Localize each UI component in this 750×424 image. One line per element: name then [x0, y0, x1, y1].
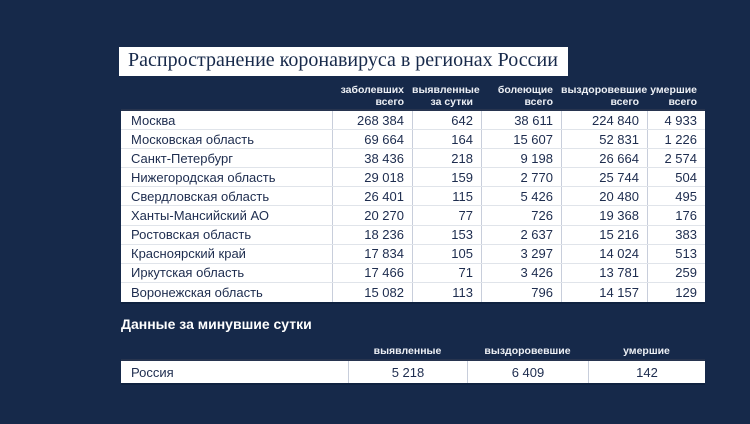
column-header-line: выявленные [412, 84, 480, 97]
region-name-cell: Москва [131, 112, 176, 128]
region-name-cell: Ханты-Мансийский АО [131, 208, 269, 224]
table-row [121, 111, 705, 130]
value-cell: 142 [588, 361, 705, 383]
value-cell: 504 [647, 168, 705, 186]
column-header-line: болеющие [497, 84, 553, 97]
column-header [561, 85, 647, 109]
value-cell: 513 [647, 245, 705, 263]
table-row [121, 283, 705, 302]
value-cell: 5 426 [481, 187, 561, 205]
value-cell: 14 024 [561, 245, 647, 263]
value-cell: 796 [481, 283, 561, 302]
table-row [121, 361, 705, 383]
value-cell: 26 401 [332, 187, 412, 205]
value-cell: 4 933 [647, 111, 705, 129]
value-cell: 17 466 [332, 264, 412, 282]
value-cell: 2 637 [481, 226, 561, 244]
column-header-line: всего [610, 96, 639, 109]
column-header [481, 85, 561, 109]
column-header: выздоровевшие [484, 345, 571, 358]
column-header: умершие [623, 345, 670, 358]
value-cell: 20 270 [332, 206, 412, 224]
value-cell: 642 [412, 111, 481, 129]
table-row [121, 264, 705, 283]
value-cell: 5 218 [348, 361, 467, 383]
value-cell: 105 [412, 245, 481, 263]
column-header-line: за сутки [430, 96, 473, 109]
value-cell: 19 368 [561, 206, 647, 224]
column-header-line: заболевших [340, 84, 404, 97]
column-header-line: выздоровевшие [561, 84, 648, 97]
value-cell: 25 744 [561, 168, 647, 186]
region-name-cell: Иркутская область [131, 265, 245, 281]
page-title: Распространение коронавируса в регионах России [119, 47, 568, 76]
table-row [121, 130, 705, 149]
table-row [121, 187, 705, 206]
value-cell: 3 297 [481, 245, 561, 263]
value-cell: 18 236 [332, 226, 412, 244]
column-header-line: всего [668, 96, 697, 109]
value-cell: 115 [412, 187, 481, 205]
region-name-cell: Санкт-Петербург [131, 150, 233, 166]
table-row [121, 168, 705, 187]
value-cell: 383 [647, 226, 705, 244]
value-cell: 1 226 [647, 130, 705, 148]
value-cell: 52 831 [561, 130, 647, 148]
column-header [332, 85, 412, 109]
table-row [121, 149, 705, 168]
region-name-cell: Свердловская область [131, 188, 270, 204]
column-header-line: умершие [650, 84, 697, 97]
value-cell: 726 [481, 206, 561, 224]
value-cell: 13 781 [561, 264, 647, 282]
column-header [647, 85, 705, 109]
table-row [121, 226, 705, 245]
daily-section-title: Данные за минувшие сутки [121, 316, 312, 332]
value-cell: 17 834 [332, 245, 412, 263]
value-cell: 259 [647, 264, 705, 282]
value-cell: 38 436 [332, 149, 412, 167]
region-name-cell: Воронежская область [131, 284, 263, 300]
region-name-cell: Красноярский край [131, 246, 246, 262]
value-cell: 2 770 [481, 168, 561, 186]
value-cell: 77 [412, 206, 481, 224]
value-cell: 6 409 [467, 361, 588, 383]
table-row [121, 245, 705, 264]
value-cell: 2 574 [647, 149, 705, 167]
value-cell: 15 082 [332, 283, 412, 302]
value-cell: 129 [647, 283, 705, 302]
value-cell: 9 198 [481, 149, 561, 167]
value-cell: 3 426 [481, 264, 561, 282]
value-cell: 71 [412, 264, 481, 282]
value-cell: 14 157 [561, 283, 647, 302]
daily-table-headers [121, 344, 705, 358]
value-cell: 153 [412, 226, 481, 244]
value-cell: 224 840 [561, 111, 647, 129]
region-name-cell: Московская область [131, 131, 255, 147]
value-cell: 38 611 [481, 111, 561, 129]
value-cell: 113 [412, 283, 481, 302]
column-header: выявленные [373, 345, 442, 358]
column-header-line: всего [375, 96, 404, 109]
region-name-cell: Ростовская область [131, 227, 252, 243]
main-table-headers [121, 83, 705, 109]
value-cell: 495 [647, 187, 705, 205]
value-cell: 164 [412, 130, 481, 148]
value-cell: 29 018 [332, 168, 412, 186]
value-cell: 218 [412, 149, 481, 167]
value-cell: 69 664 [332, 130, 412, 148]
column-header-line: всего [524, 96, 553, 109]
value-cell: 268 384 [332, 111, 412, 129]
region-name-cell: Нижегородская область [131, 169, 276, 185]
value-cell: 20 480 [561, 187, 647, 205]
value-cell: 159 [412, 168, 481, 186]
table-row [121, 206, 705, 225]
value-cell: 26 664 [561, 149, 647, 167]
value-cell: 15 216 [561, 226, 647, 244]
value-cell: 176 [647, 206, 705, 224]
column-header [412, 85, 481, 109]
daily-table [121, 359, 705, 385]
value-cell: 15 607 [481, 130, 561, 148]
regions-table [121, 109, 705, 304]
country-name-cell: Россия [131, 364, 174, 380]
